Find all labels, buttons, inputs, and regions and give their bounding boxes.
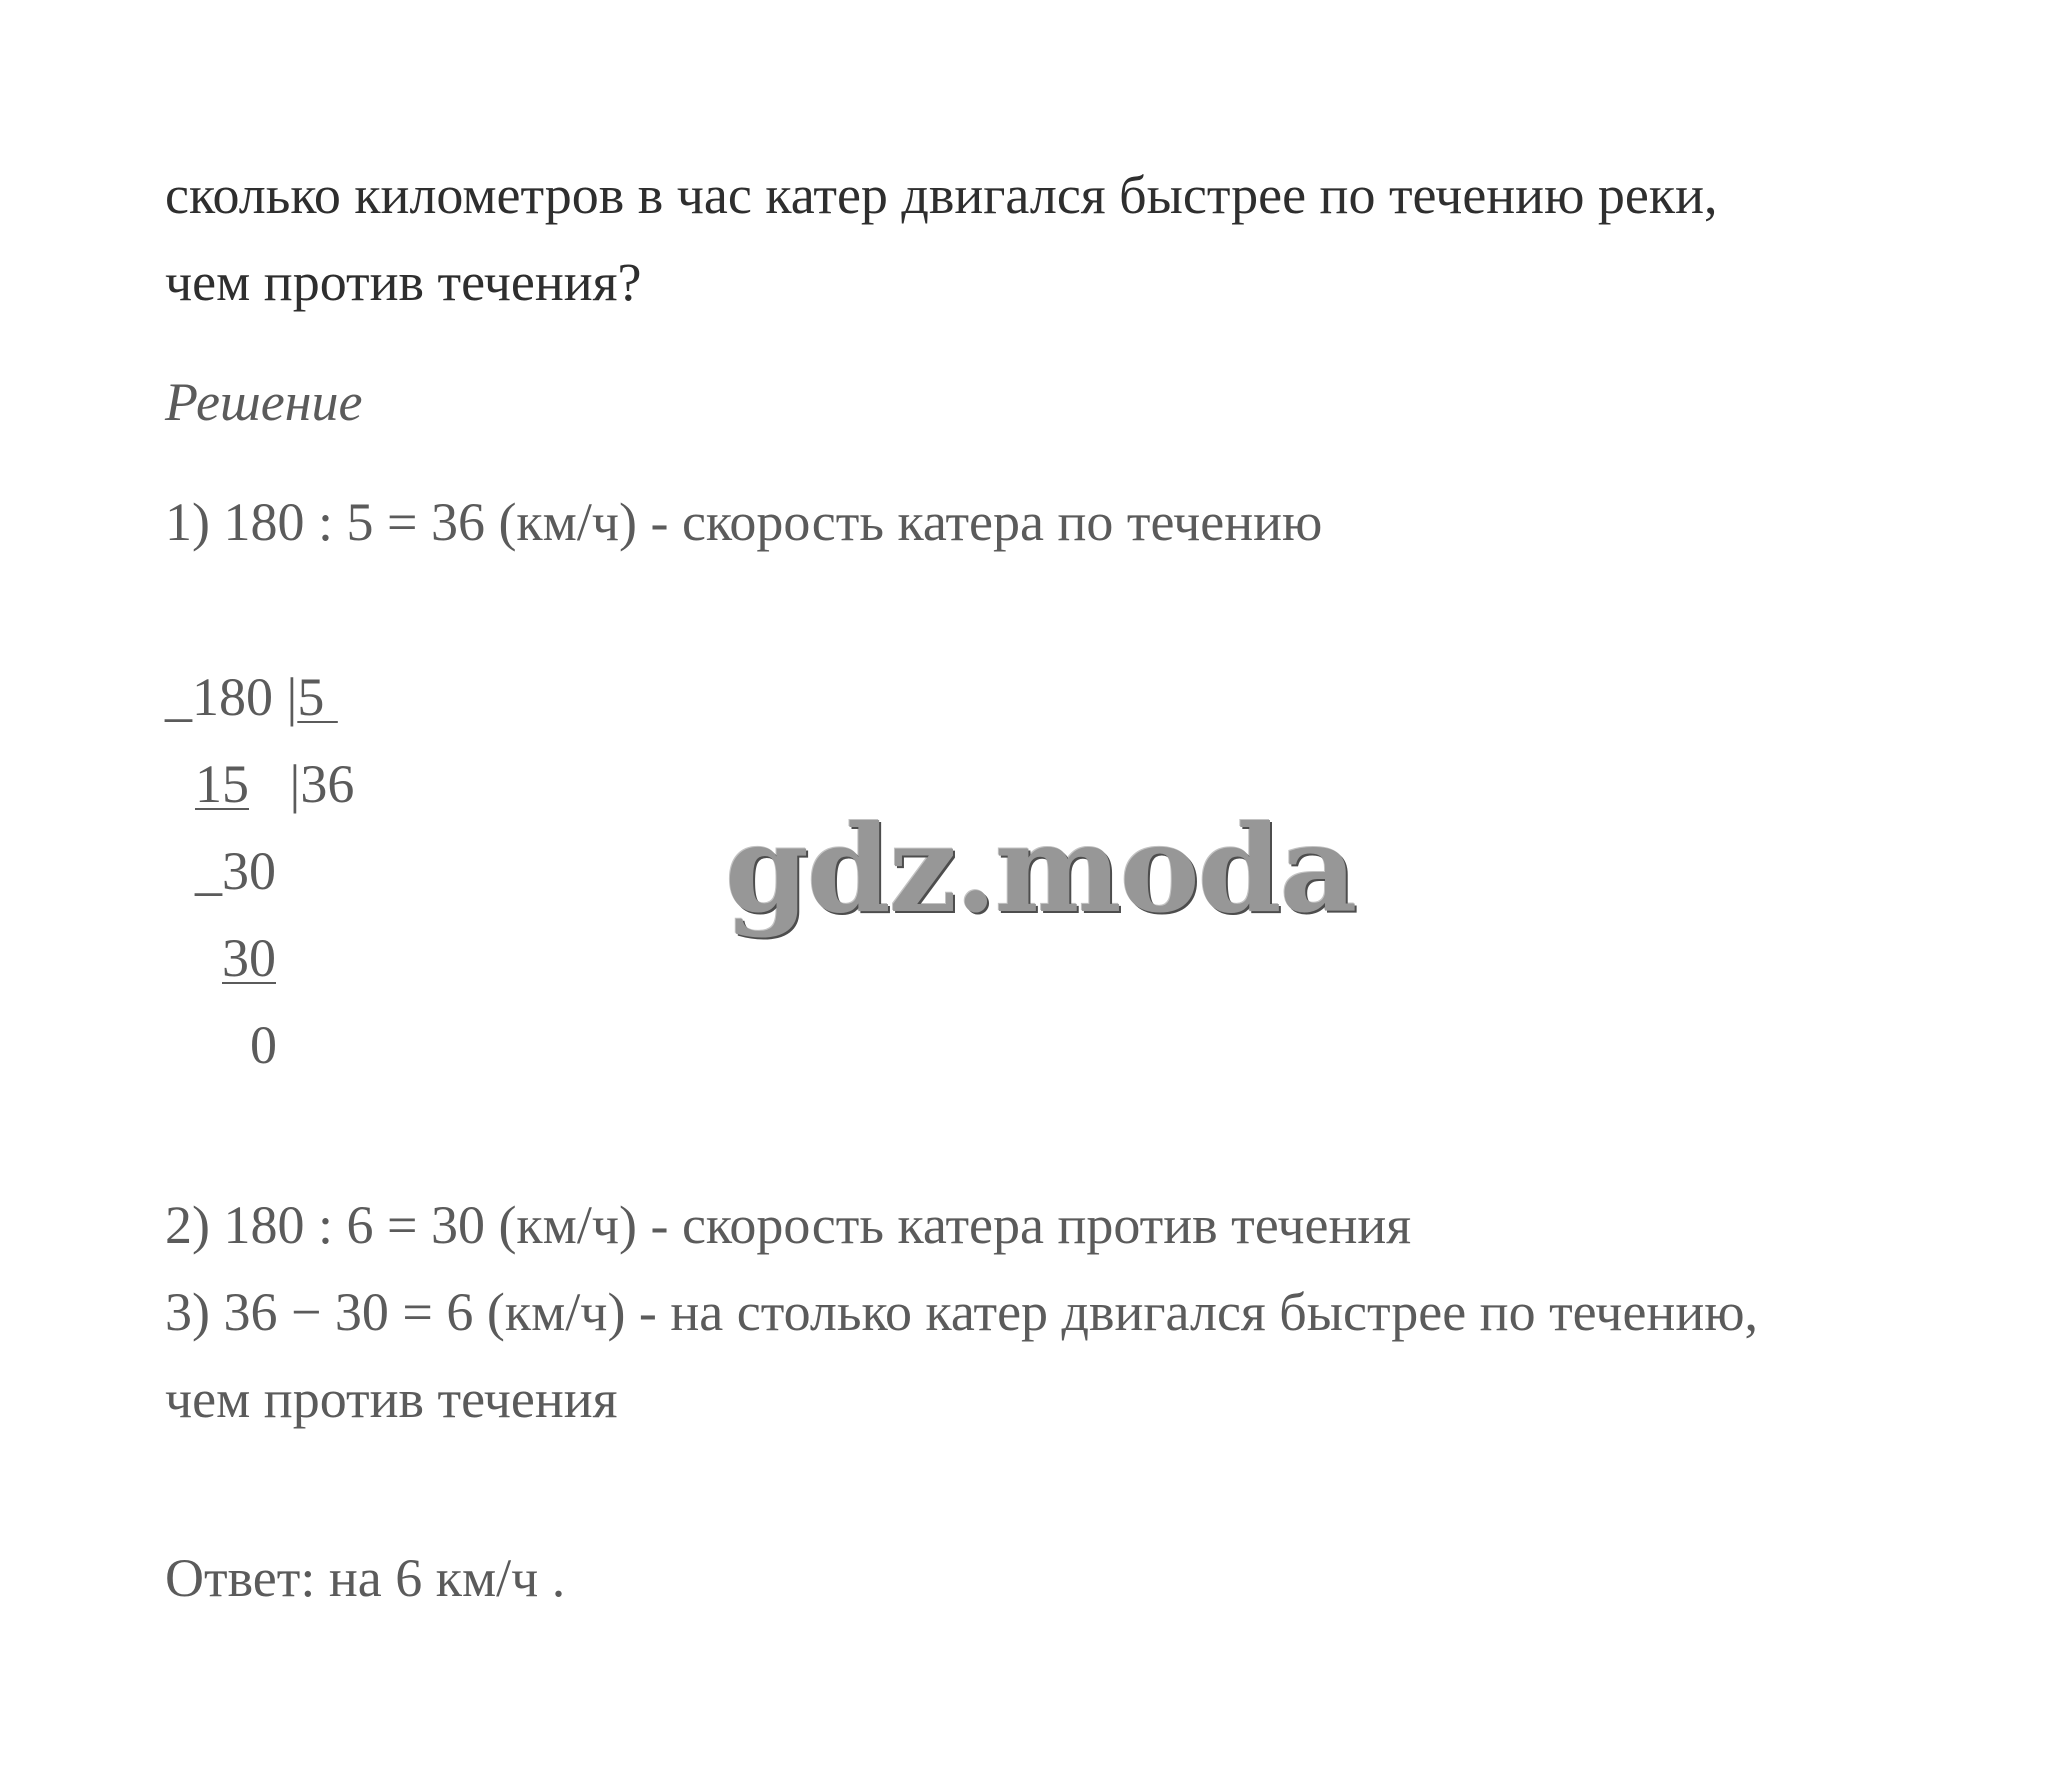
solution-step-3-line-2: чем против течения	[165, 1369, 618, 1429]
question-line-1: сколько километров в час катер двигался быстрее по течению реки,	[165, 165, 1718, 225]
remainder: 0	[250, 1015, 277, 1075]
minus-sign: _	[195, 841, 222, 901]
subtrahend: 30	[222, 928, 276, 988]
partial-dividend: 30	[222, 841, 276, 901]
solution-step-1: 1) 180 : 5 = 36 (км/ч) - скорость катера по течению	[165, 492, 1323, 552]
solution-heading: Решение	[165, 372, 363, 432]
watermark-logo: gdz.moda	[725, 799, 1356, 940]
minus-sign: _	[165, 667, 192, 727]
division-row-3	[195, 839, 276, 903]
solution-step-3-line-1: 3) 36 − 30 = 6 (км/ч) - на столько катер двигался быстрее по течению,	[165, 1282, 1759, 1342]
question-line-2: чем против течения?	[165, 252, 642, 312]
division-row-1	[165, 665, 338, 729]
divider-bar: |	[289, 754, 301, 814]
quotient: 36	[300, 754, 355, 814]
subtrahend: 15	[195, 754, 249, 814]
divider-bar: |	[286, 667, 298, 727]
division-row-4	[222, 926, 276, 990]
dividend: 180	[192, 667, 273, 727]
answer-line: Ответ: на 6 км/ч .	[165, 1548, 566, 1608]
divisor: 5	[297, 667, 338, 727]
division-row-2	[195, 752, 354, 816]
solution-step-2: 2) 180 : 6 = 30 (км/ч) - скорость катера против течения	[165, 1195, 1412, 1255]
division-row-5	[250, 1013, 277, 1077]
